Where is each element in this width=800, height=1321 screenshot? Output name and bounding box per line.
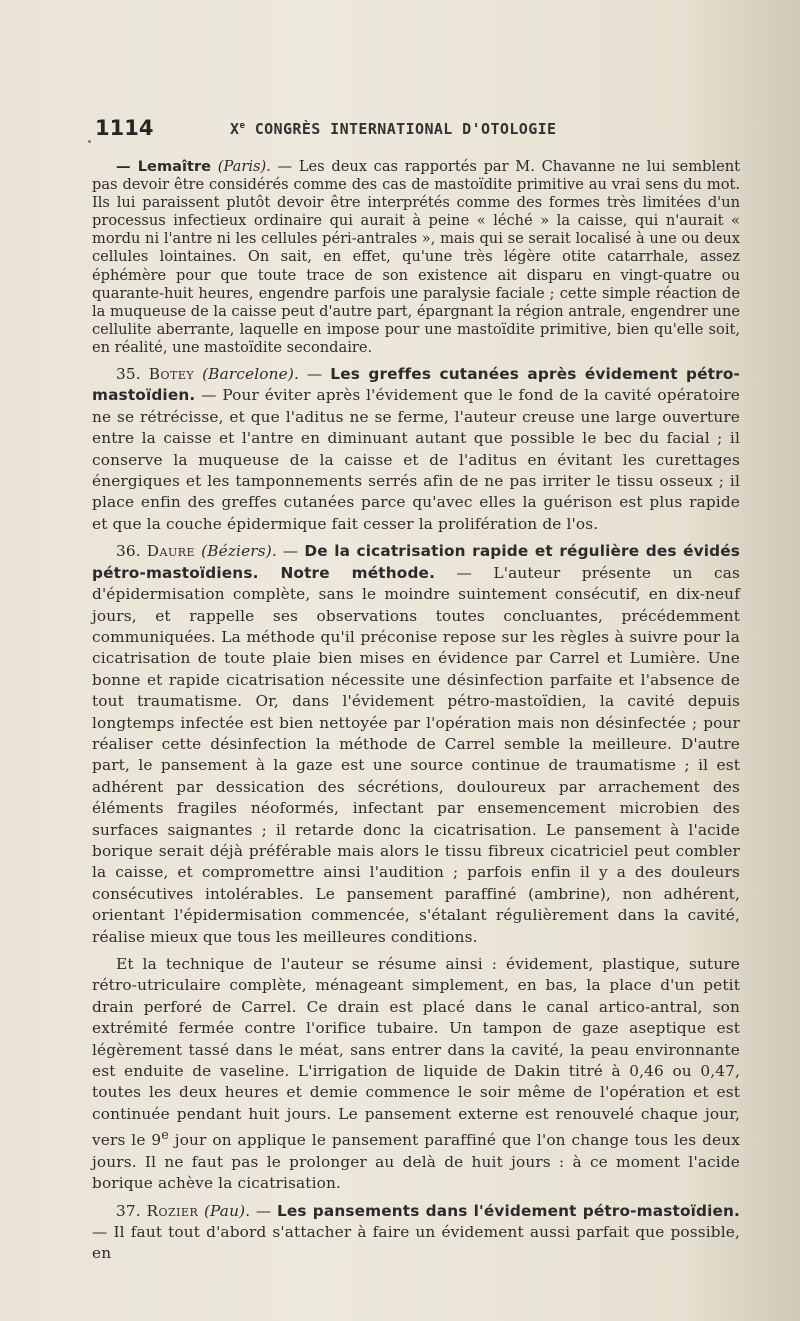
author-place: (Pau): [203, 1201, 246, 1220]
communication-title: Les pansements dans l'évidement pétro-mastoïdien.: [276, 1201, 741, 1220]
paragraph-lemaitre: [92, 158, 740, 357]
communication-title: De la cicatrisation rapide et régulière des évidés pétro-mastoïdiens. Notre méthode.: [92, 542, 740, 582]
author-place: (Béziers): [201, 542, 272, 561]
paragraph-text-2: jour on applique le pansement paraffiné que l'on change tous les deux jours. Il ne faut pas le prolonger au delà de huit jours : à ce moment l'acide borique achève la cicatrisation.: [92, 1131, 740, 1193]
paragraph-botey: [92, 364, 740, 535]
paragraph-text: — Pour éviter après l'évidement que le fond de la cavité opératoire ne se rétrécisse, et que l'aditus ne se ferme, l'auteur creuse une large ouverture entre la caisse et l'antre en diminuant autant que possible le bec du facial ; il conserve la muqueuse de la caisse et de l'aditus en évitant les curettages énergiques et les tamponnements serrés afin de ne pas irriter le tissu osseux ; il place enfin des greffes cutanées parce qu'avec elles la guérison est plus rapide et que la couche épidermique fait cesser la prolifération de l'os.: [92, 386, 740, 533]
paragraph-rozier: [92, 1201, 740, 1265]
speaker-name: — Lemaître: [116, 158, 212, 175]
paragraph-text: Et la technique de l'auteur se résume ainsi : évidement, plastique, suture rétro-utriculaire complète, ménageant simplement, en bas, la place d'un petit drain perforé de Carrel. Ce drain est placé dans le canal artico-antral, son extrémité fermée contre l'orifice tubaire. Un tampon de gaze aseptique est légèrement tassé dans le méat, sans entrer dans la cavité, la peau environnante est enduite de vaseline. L'irrigation de liquide de Dakin titré à 0,46 ou 0,47, toutes les deux heures et demie commence le soir même de l'opération et est continuée pendant huit jours. Le pansement externe est renouvelé chaque jour, vers le 9: [92, 955, 740, 1150]
communication-title: Les greffes cutanées après évidement pétro-mastoïdien.: [92, 365, 740, 405]
paragraph-daure: [92, 541, 740, 948]
paper-spot: [88, 140, 91, 143]
item-number: 36.: [116, 542, 147, 561]
separator: . —: [271, 542, 305, 561]
author-name: Botey: [148, 365, 195, 384]
article-body: [92, 158, 740, 1271]
paragraph-text: — Il faut tout d'abord s'attacher à faire un évidement aussi parfait que possible, en: [92, 1222, 740, 1263]
paragraph-technique: [92, 954, 740, 1195]
paragraph-text: — Les deux cas rapportés par M. Chavanne ne lui semblent pas devoir être considérés comme des cas de mastoïdite primitive au vrai sens du mot. Ils lui paraissent plutôt devoir être interprétés comme des formes très limitées d'un processus infectieux ordinaire qui aurait à peine « léché » la caisse, qui n'aurait « mordu ni l'antre ni les cellules péri-antrales », mais qui se serait localisé à une ou deux cellules lointaines. On sait, en effet, qu'une très légère otite catarrhale, assez éphémère pour que toute trace de son existence ait disparu en vingt-quatre ou quarante-huit heures, engendre parfois une paralysie faciale ; cette simple réaction de la muqueuse de la caisse peut d'autre part, épargnant la région antrale, engendrer une cellulite aberrante, laquelle en impose pour une mastoïdite primitive, bien qu'elle soit, en réalité, une mastoïdite secondaire.: [92, 158, 741, 356]
author-name: Daure: [146, 542, 196, 561]
paragraph-text: — L'auteur présente un cas d'épidermisation complète, sans le moindre suintement consécutif, en dix-neuf jours, et rappelle ses observations toutes concluantes, précédemment communiquées. La méthode qu'il préconise repose sur les règles à suivre pour la cicatrisation de toute plaie bien mises en évidence par Carrel et Lumière. Une bonne et rapide cicatrisation nécessite une désinfection parfaite et l'absence de tout traumatisme. Or, dans l'évidement pétro-mastoïdien, la cavité depuis longtemps infectée est bien nettoyée par l'opération mais non désinfectée ; pour réaliser cette désinfection la méthode de Carrel semble la meilleure. D'autre part, le pansement à la gaze est une source continue de traumatisme ; il est adhérent par dessication des sécrétions, douloureux par arrachement des éléments fragiles néoformés, infectant par ensemencement microbien des surfaces saignantes ; il retarde donc la cicatrisation. Le pansement à l'acide borique serait déjà préférable mais alors le tissu fibreux cicatriciel peut combler la caisse, et compromettre ainsi l'audition ; parfois enfin il y a des douleurs consécutives intolérables. Le pansement paraffiné (ambrine), non adhérent, orientant l'épidermisation commencée, s'étalant régulièrement dans la cavité, réalise mieux que tous les meilleures conditions.: [92, 563, 740, 946]
item-number: 37.: [116, 1201, 147, 1220]
running-title-sup: e: [239, 121, 246, 131]
separator: . —: [293, 365, 331, 384]
item-number: 35.: [116, 365, 149, 384]
ordinal-sup: e: [161, 1128, 169, 1144]
separator: . —: [245, 1201, 277, 1220]
running-title: [230, 120, 556, 138]
page-number: 1114: [95, 116, 154, 140]
running-header: [95, 116, 745, 142]
speaker-place: (Paris).: [217, 158, 271, 175]
running-title-roman: X: [230, 120, 240, 138]
running-title-text: CONGRÈS INTERNATIONAL D'OTOLOGIE: [245, 120, 557, 138]
author-name: Rozier: [146, 1201, 199, 1220]
author-place: (Barcelone): [202, 365, 294, 384]
